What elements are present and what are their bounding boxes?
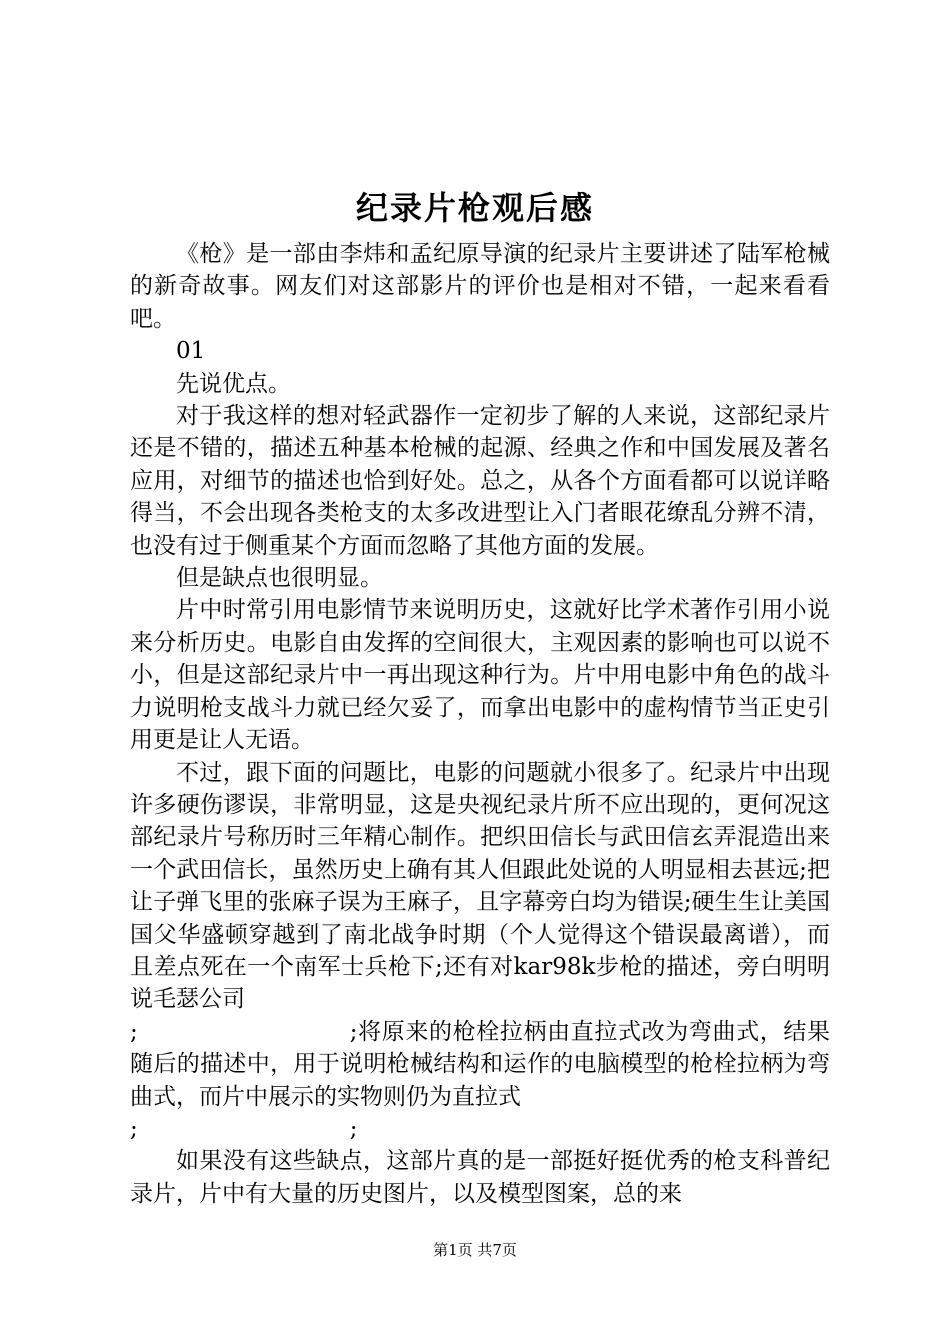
paragraph-intro: 《枪》是一部由李炜和孟纪原导演的纪录片主要讲述了陆军枪械的新奇故事。网友们对这部影片的评价也是相对不错，一起来看看吧。 — [130, 241, 830, 332]
document-title: 纪录片枪观后感 — [355, 189, 594, 227]
paragraph-semicolon-line — [130, 1113, 830, 1145]
paragraph-pros: 对于我这样的想对轻武器作一定初步了解的人来说，这部纪录片还是不错的，描述五种基本枪械的起源、经典之作和中国发展及著名应用，对细节的描述也恰到好处。总之，从各个方面看都可以说详略得当，不会出现各类枪支的太多改进型让入门者眼花缭乱分辨不清，也没有过于侧重某个方面而忽略了其他方面的发展。 — [130, 403, 830, 559]
semicolon-fragment: ; — [349, 1115, 358, 1142]
semicolon-fragment: ; — [130, 1115, 138, 1142]
paragraph-errors-continued — [130, 1016, 830, 1113]
rifle-bolt-text: ;将原来的枪栓拉柄由直拉式改为弯曲式，结果随后的描述中，用于说明枪械结构和运作的电脑模型的枪栓拉柄为弯曲式，而片中展示的实物则仍为直拉式 — [130, 1018, 830, 1110]
paragraph-cons-heading: 但是缺点也很明显。 — [176, 565, 383, 592]
paragraph-conclusion: 如果没有这些缺点，这部片真的是一部挺好挺优秀的枪支科普纪录片，片中有大量的历史图片，以及模型图案，总的来 — [130, 1148, 830, 1207]
paragraph-errors: 不过，跟下面的问题比，电影的问题就小很多了。纪录片中出现许多硬伤谬误，非常明显，这是央视纪录片所不应出现的，更何况这部纪录片号称历时三年精心制作。把织田信长与武田信玄弄混造出来一个武田信长，虽然历史上确有其人但跟此处说的人明显相去甚远;把让子弹飞里的张麻子误为王麻子，且字幕旁白均为错误;硬生生让美国国父华盛顿穿越到了南北战争时期（个人觉得这个错误最离谱），而且差点死在一个南军士兵枪下;还有对kar98k步枪的描述，旁白明明说毛瑟公司 — [130, 759, 830, 1013]
document-body — [130, 238, 830, 1210]
paragraph-pros-heading: 先说优点。 — [176, 370, 291, 397]
page-footer: 第1页 共7页 — [433, 1241, 517, 1259]
paragraph-film-citation: 片中时常引用电影情节来说明历史，这就好比学术著作引用小说来分析历史。电影自由发挥的空间很大，主观因素的影响也可以说不小，但是这部纪录片中一再出现这种行为。片中用电影中角色的战斗力说明枪支战斗力就已经欠妥了，而拿出电影中的虚构情节当正史引用更是让人无语。 — [130, 597, 830, 754]
semicolon-fragment: ; — [130, 1018, 138, 1045]
section-number: 01 — [176, 338, 206, 365]
